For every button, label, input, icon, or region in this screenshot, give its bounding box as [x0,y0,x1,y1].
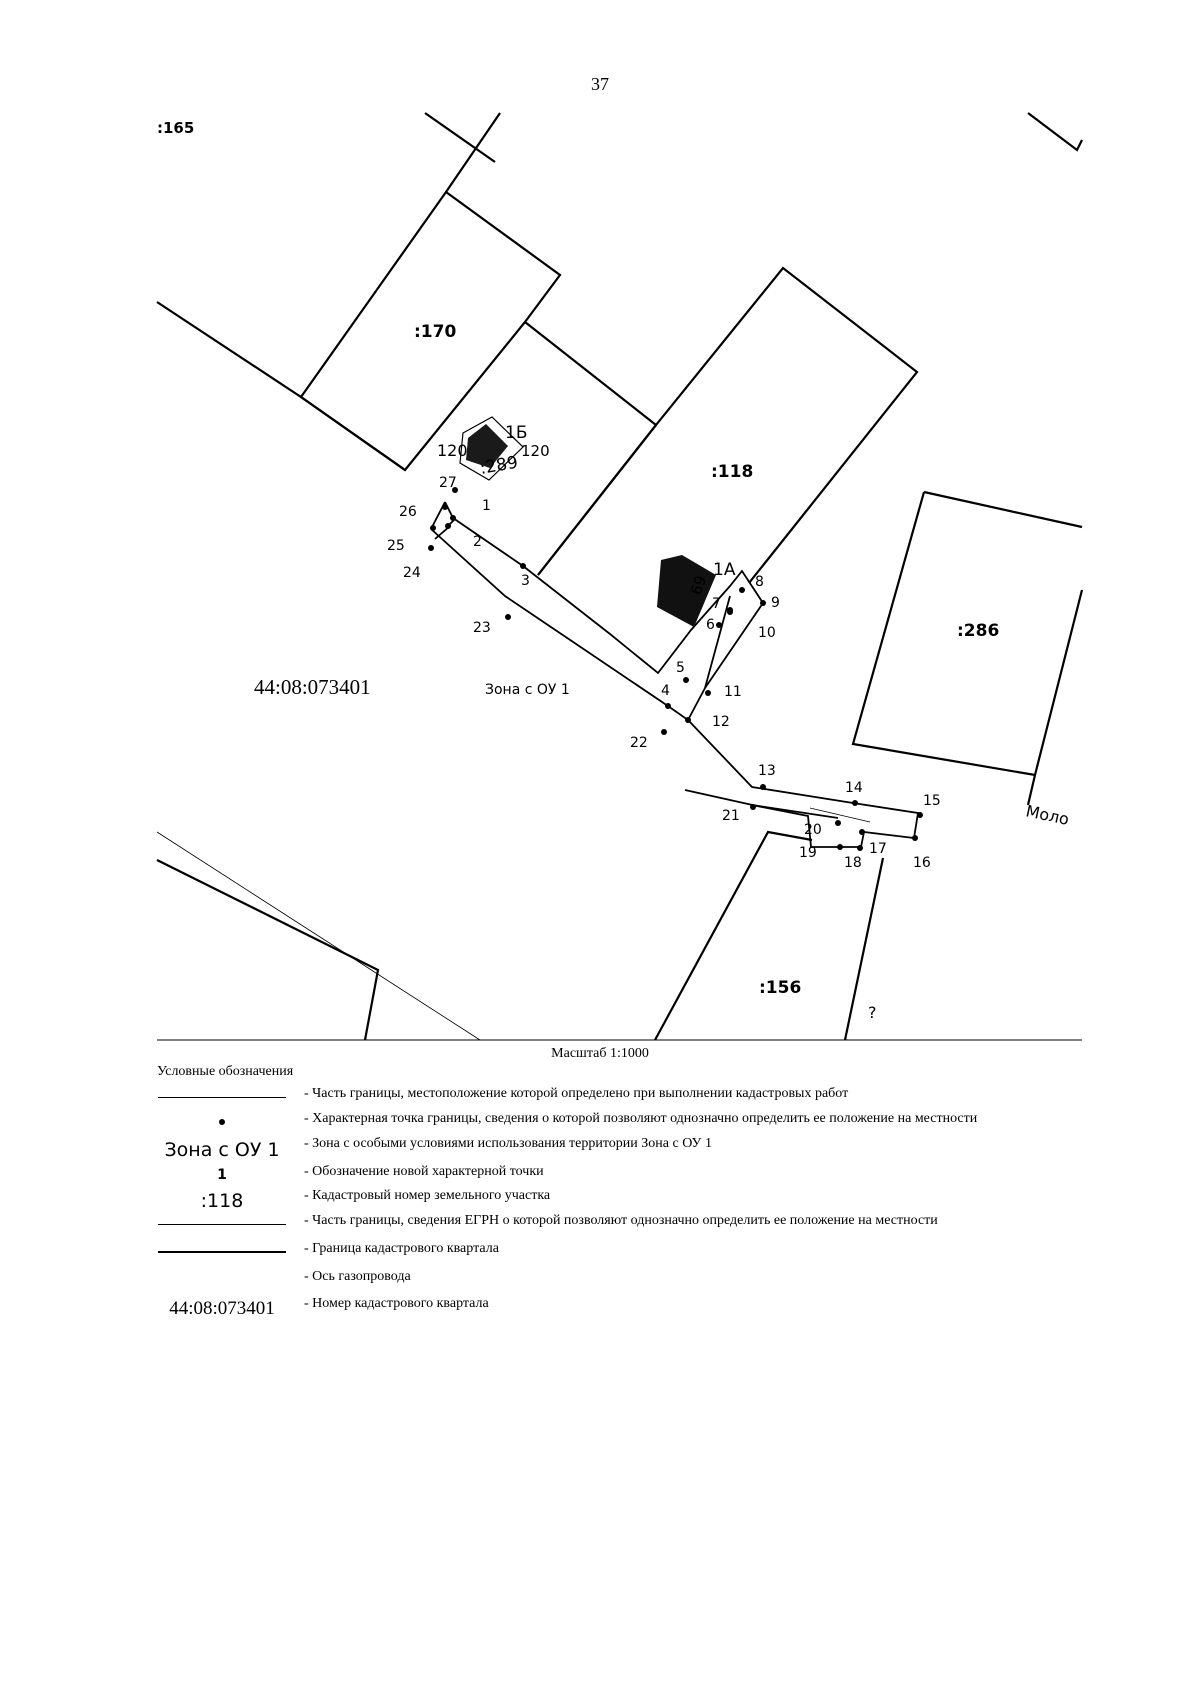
legend-text: - Часть границы, сведения ЕГРН о которой позволяют однозначно определить ее положение на местности [304,1213,938,1228]
point-marker-25 [430,525,436,531]
point-label-4: 4 [661,683,670,699]
legend-symbol-dot [157,1110,287,1134]
point-marker-21 [750,804,756,810]
zone-label: Зона с ОУ 1 [485,682,570,698]
point-marker-13 [760,784,766,790]
point-label-21: 21 [722,808,740,824]
point-label-1: 1 [482,498,491,514]
point-marker-18 [857,845,863,851]
map-scale: Масштаб 1:1000 [551,1046,649,1061]
point-label-10: 10 [758,625,776,641]
legend-symbol-zone: Зона с ОУ 1 [164,1139,280,1161]
legend-text: - Граница кадастрового квартала [304,1241,499,1256]
point-label-15: 15 [923,793,941,809]
legend-title: Условные обозначения [157,1064,294,1079]
legend-symbol-quarter-number: 44:08:073401 [169,1298,275,1319]
point-marker-11 [705,690,711,696]
parcel-label-156: :156 [759,978,802,998]
building-floor-right: 120 [521,442,550,460]
point-label-25: 25 [387,538,405,554]
point-marker-17 [859,829,865,835]
parcel-label-118: :118 [711,462,754,482]
legend-text: - Зона с особыми условиями использования территории Зона с ОУ 1 [304,1136,712,1151]
point-label-20: 20 [804,822,822,838]
point-marker-10 [727,609,733,615]
building-label-1b: 1Б [505,423,528,443]
point-marker-22 [661,729,667,735]
point-label-2: 2 [473,534,482,550]
point-label-19: 19 [799,845,817,861]
point-label-7: 7 [712,596,721,612]
legend-symbol-point-number: 1 [217,1167,227,1183]
page-number: 37 [591,74,609,94]
point-marker-3 [520,563,526,569]
point-label-24: 24 [403,565,421,581]
map-labels [157,119,1071,1022]
legend-row-cadastral-number [157,1187,1087,1215]
legend-row-gas-pipeline [157,1268,1087,1292]
point-label-11: 11 [724,684,742,700]
point-marker-23 [505,614,511,620]
point-label-14: 14 [845,780,863,796]
point-marker-6 [716,622,722,628]
point-marker-19 [837,844,843,850]
legend-symbol-cadastral-number: :118 [200,1190,244,1212]
point-marker-20 [835,820,841,826]
point-marker-14 [852,800,858,806]
point-label-23: 23 [473,620,491,636]
legend-text: - Номер кадастрового квартала [304,1296,489,1311]
point-label-8: 8 [755,574,764,590]
legend-row-quarter-number [157,1295,1087,1323]
quarter-number-label: 44:08:073401 [254,675,371,699]
building-floor-left: 120 [437,441,468,460]
point-marker-16 [912,835,918,841]
buildings [460,417,716,627]
point-marker-26 [442,504,448,510]
legend-row-surveyed-boundary [157,1085,1087,1109]
point-marker-1 [450,515,456,521]
legend-text: - Кадастровый номер земельного участка [304,1188,551,1203]
legend-symbol-thin-line [157,1085,287,1109]
point-marker-12 [685,717,691,723]
point-marker-8 [739,587,745,593]
parcel-label-286: :286 [957,621,1000,641]
question-mark-label: ? [868,1003,877,1022]
point-label-18: 18 [844,855,862,871]
legend-text: - Ось газопровода [304,1269,411,1284]
street-label: Моло [1024,801,1071,829]
point-marker-2 [445,523,451,529]
point-label-5: 5 [676,660,685,676]
point-label-17: 17 [869,841,887,857]
point-marker-24 [428,545,434,551]
legend-text: - Обозначение новой характерной точки [304,1164,544,1179]
legend-row-quarter-boundary [157,1240,1087,1264]
point-label-3: 3 [521,573,530,589]
parcel-boundaries [157,113,1082,1040]
building-label-1a: 1А [713,560,736,580]
point-label-27: 27 [439,475,457,491]
point-label-6: 6 [706,617,715,633]
point-label-9: 9 [771,595,780,611]
legend-row-egrn-boundary [157,1212,1087,1236]
point-marker-5 [683,677,689,683]
legend-symbol-medium-line [157,1212,287,1236]
parcel-label-165: :165 [157,119,195,137]
point-label-13: 13 [758,763,776,779]
legend-symbol-empty [157,1268,287,1292]
legend-symbol-thick-line [157,1240,287,1264]
legend-row-zone [157,1135,1087,1165]
point-label-16: 16 [913,855,931,871]
legend-text: - Характерная точка границы, сведения о которой позволяют однозначно определить ее положение на местности [304,1111,978,1126]
parcel-label-170: :170 [414,322,457,342]
point-label-22: 22 [630,735,648,751]
point-marker-9 [760,600,766,606]
building-number-69: 69 [686,573,711,598]
legend-row-new-point [157,1163,1087,1187]
legend-text: - Часть границы, местоположение которой определено при выполнении кадастровых работ [304,1086,849,1101]
legend-row-boundary-point [157,1110,1087,1134]
point-label-26: 26 [399,504,417,520]
parcel-label-289: :289 [478,452,520,479]
point-marker-15 [917,812,923,818]
point-marker-4 [665,703,671,709]
point-label-12: 12 [712,714,730,730]
